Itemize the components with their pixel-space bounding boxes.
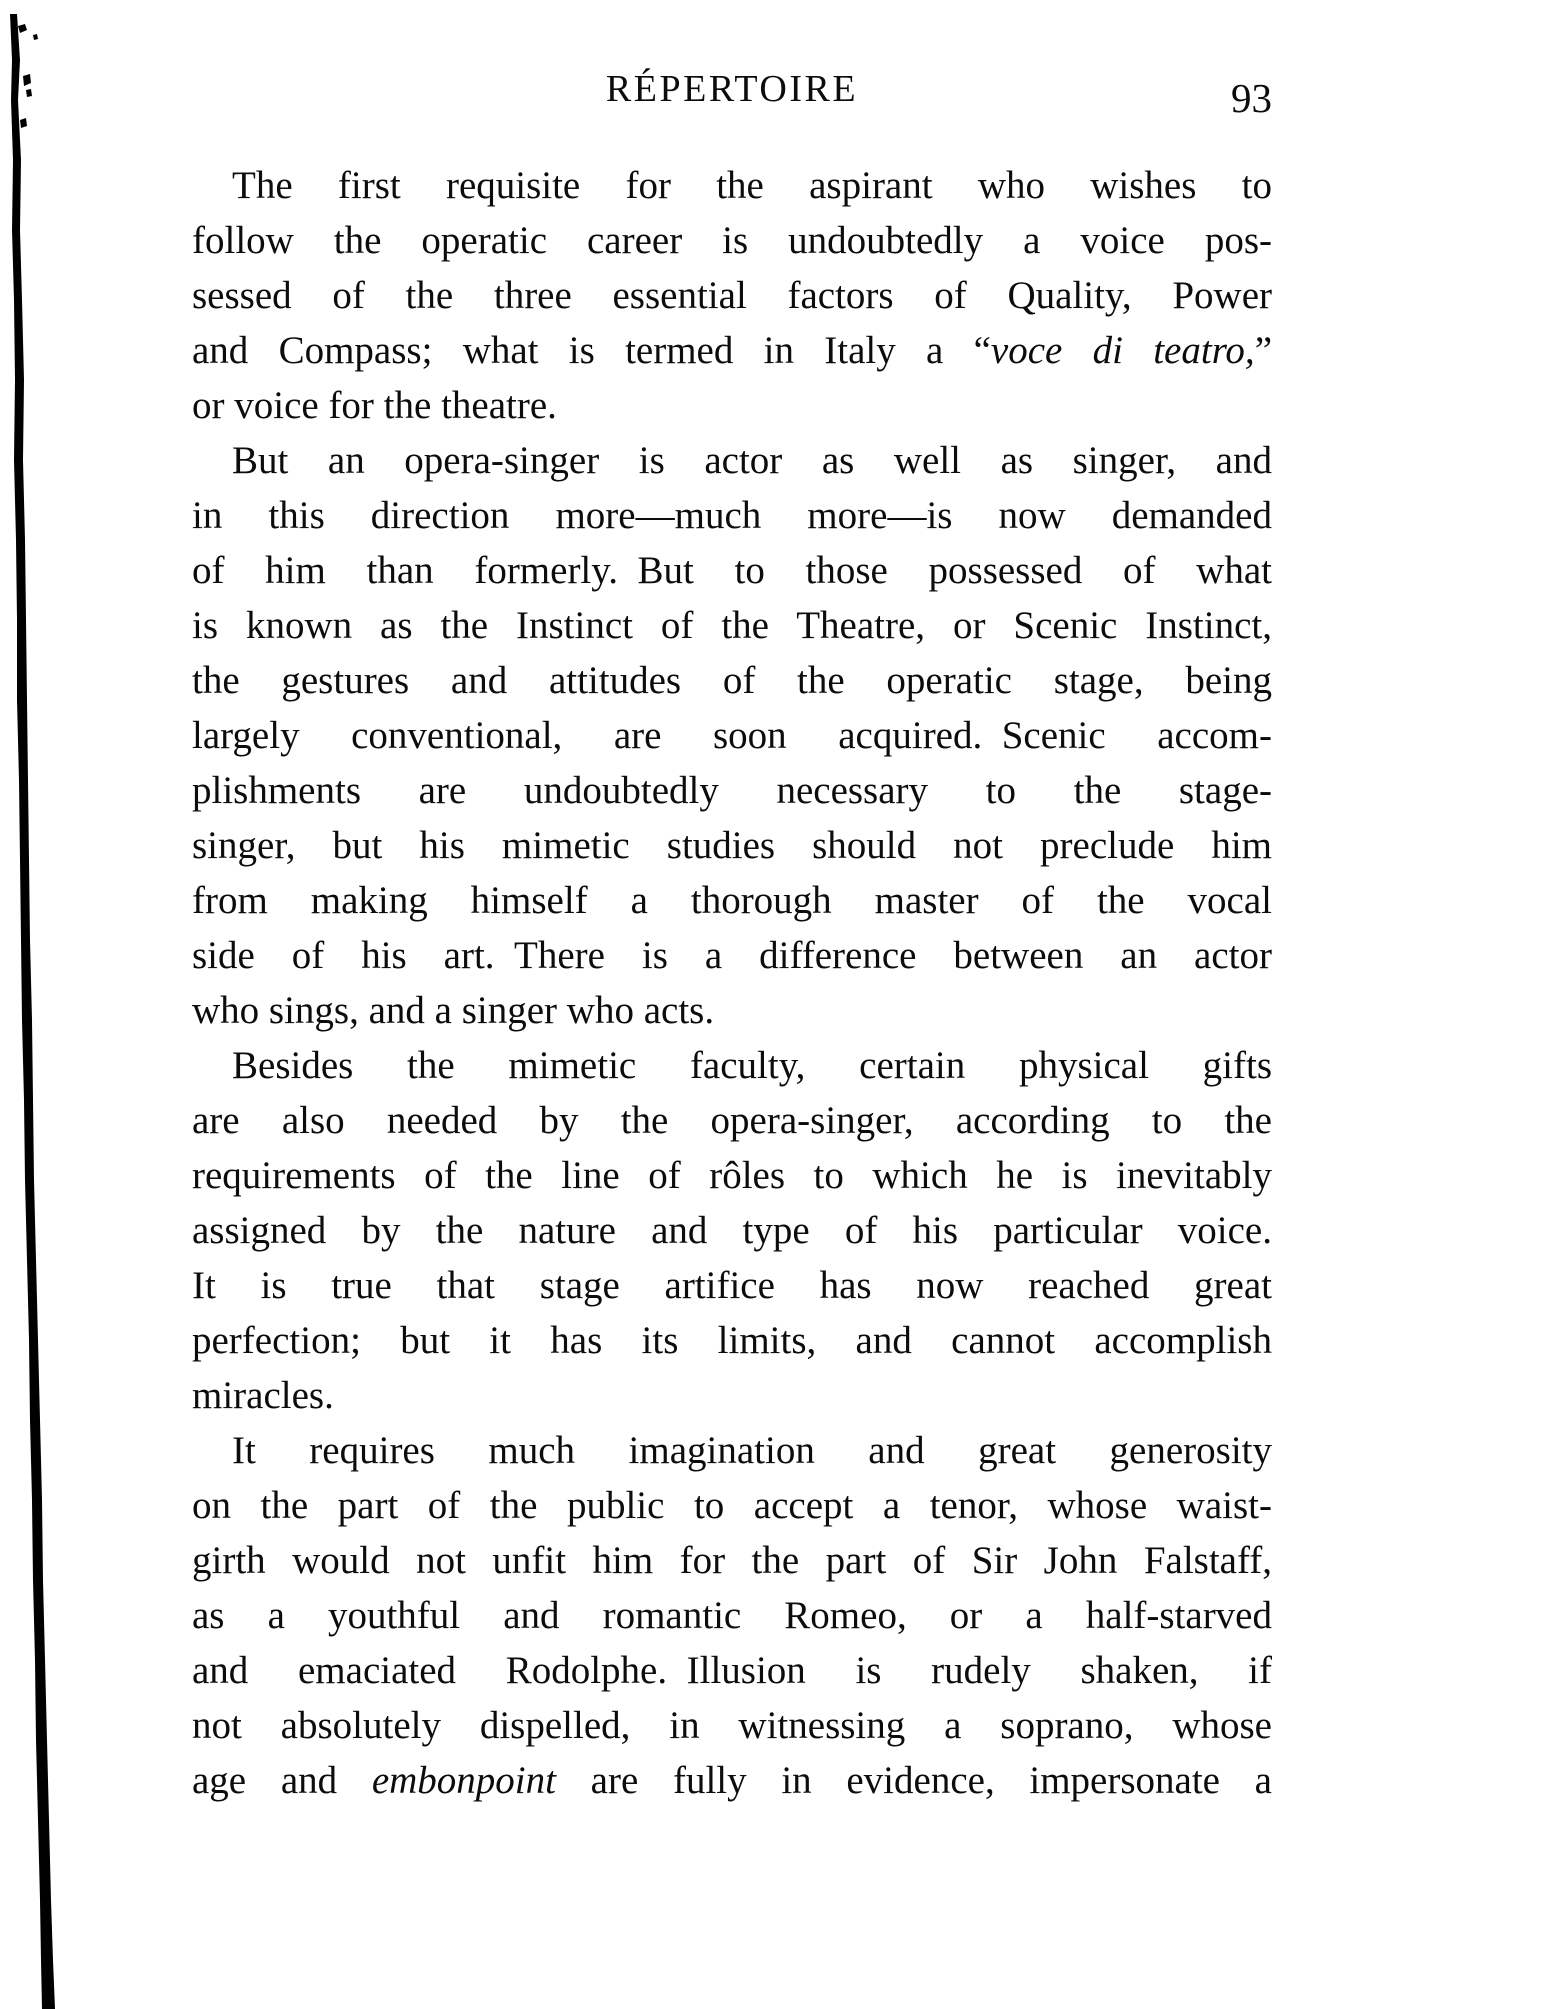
text-segment: plishments are undoubtedly necessary to the stage-: [192, 769, 1272, 812]
text-segment: ”: [1254, 329, 1272, 372]
scan-binding-streak-artifact: [0, 0, 70, 2009]
text-line: [192, 873, 1272, 928]
text-line: [192, 1203, 1272, 1258]
italic-text-segment: embonpoint: [371, 1759, 556, 1802]
text-segment: in this direction more—much more—is now demanded: [192, 494, 1272, 537]
text-line: [192, 653, 1272, 708]
text-line: [192, 708, 1272, 763]
scan-speck-artifact: [23, 74, 31, 86]
text-segment: miracles.: [192, 1374, 334, 1417]
text-segment: The first requisite for the aspirant who wishes to: [232, 164, 1272, 207]
text-line: [192, 488, 1272, 543]
text-segment: assigned by the nature and type of his particular voice.: [192, 1209, 1272, 1252]
text-segment: are fully in evidence, impersonate a: [555, 1759, 1272, 1802]
text-line: [192, 378, 1272, 433]
text-segment: and emaciated Rodolphe. Illusion is rudely shaken, if: [192, 1649, 1272, 1692]
text-line: [192, 213, 1272, 268]
text-segment: But an opera-singer is actor as well as singer, and: [232, 439, 1272, 482]
text-line: [192, 1423, 1272, 1478]
text-line: [192, 1258, 1272, 1313]
text-line: [192, 1698, 1272, 1753]
running-title: RÉPERTOIRE: [605, 68, 859, 110]
text-segment: the gestures and attitudes of the operatic stage, being: [192, 659, 1272, 702]
text-segment: girth would not unfit him for the part of Sir John Falstaff,: [192, 1539, 1272, 1582]
text-segment: of him than formerly. But to those possessed of what: [192, 549, 1272, 592]
text-line: [192, 1093, 1272, 1148]
text-segment: sessed of the three essential factors of Quality, Power: [192, 274, 1272, 317]
text-segment: perfection; but it has its limits, and cannot accomplish: [192, 1319, 1272, 1362]
text-segment: on the part of the public to accept a tenor, whose waist-: [192, 1484, 1272, 1527]
text-segment: not absolutely dispelled, in witnessing a soprano, whose: [192, 1704, 1272, 1747]
text-line: [192, 1038, 1272, 1093]
text-segment: singer, but his mimetic studies should not preclude him: [192, 824, 1272, 867]
page-number: 93: [1231, 75, 1272, 121]
text-line: [192, 928, 1272, 983]
text-segment: and Compass; what is termed in Italy a “: [192, 329, 991, 372]
scan-speck-artifact: [18, 24, 27, 33]
text-line: [192, 1148, 1272, 1203]
text-segment: as a youthful and romantic Romeo, or a half-starved: [192, 1594, 1272, 1637]
text-line: [192, 818, 1272, 873]
text-segment: requirements of the line of rôles to which he is inevitably: [192, 1154, 1272, 1197]
text-line: [192, 1588, 1272, 1643]
text-segment: largely conventional, are soon acquired. Scenic accom-: [192, 714, 1272, 757]
text-line: [192, 763, 1272, 818]
text-line: [192, 983, 1272, 1038]
text-segment: It is true that stage artifice has now reached great: [192, 1264, 1272, 1307]
italic-text-segment: voce di teatro,: [990, 329, 1255, 372]
text-line: [192, 543, 1272, 598]
text-line: [192, 433, 1272, 488]
text-line: [192, 598, 1272, 653]
text-line: [192, 1313, 1272, 1368]
text-line: [192, 1368, 1272, 1423]
text-line: [192, 1478, 1272, 1533]
text-line: [192, 268, 1272, 323]
text-line: [192, 323, 1272, 378]
text-line: [192, 1753, 1272, 1808]
text-segment: who sings, and a singer who acts.: [192, 989, 715, 1032]
text-segment: Besides the mimetic faculty, certain physical gifts: [232, 1044, 1272, 1087]
text-line: [192, 1643, 1272, 1698]
text-segment: It requires much imagination and great generosity: [232, 1429, 1272, 1472]
text-segment: from making himself a thorough master of the vocal: [192, 879, 1272, 922]
scan-speck-artifact: [20, 118, 27, 128]
text-segment: is known as the Instinct of the Theatre, or Scenic Instinct,: [192, 604, 1272, 647]
text-segment: follow the operatic career is undoubtedly a voice pos-: [192, 219, 1272, 262]
text-segment: or voice for the theatre.: [192, 384, 557, 427]
scan-speck-artifact: [33, 34, 38, 40]
text-segment: side of his art. There is a difference between an actor: [192, 934, 1272, 977]
scan-speck-artifact: [26, 89, 32, 97]
text-block: [192, 158, 1272, 1808]
text-line: [192, 1533, 1272, 1588]
text-segment: age and: [192, 1759, 372, 1802]
text-line: [192, 158, 1272, 213]
text-segment: are also needed by the opera-singer, according to the: [192, 1099, 1272, 1142]
